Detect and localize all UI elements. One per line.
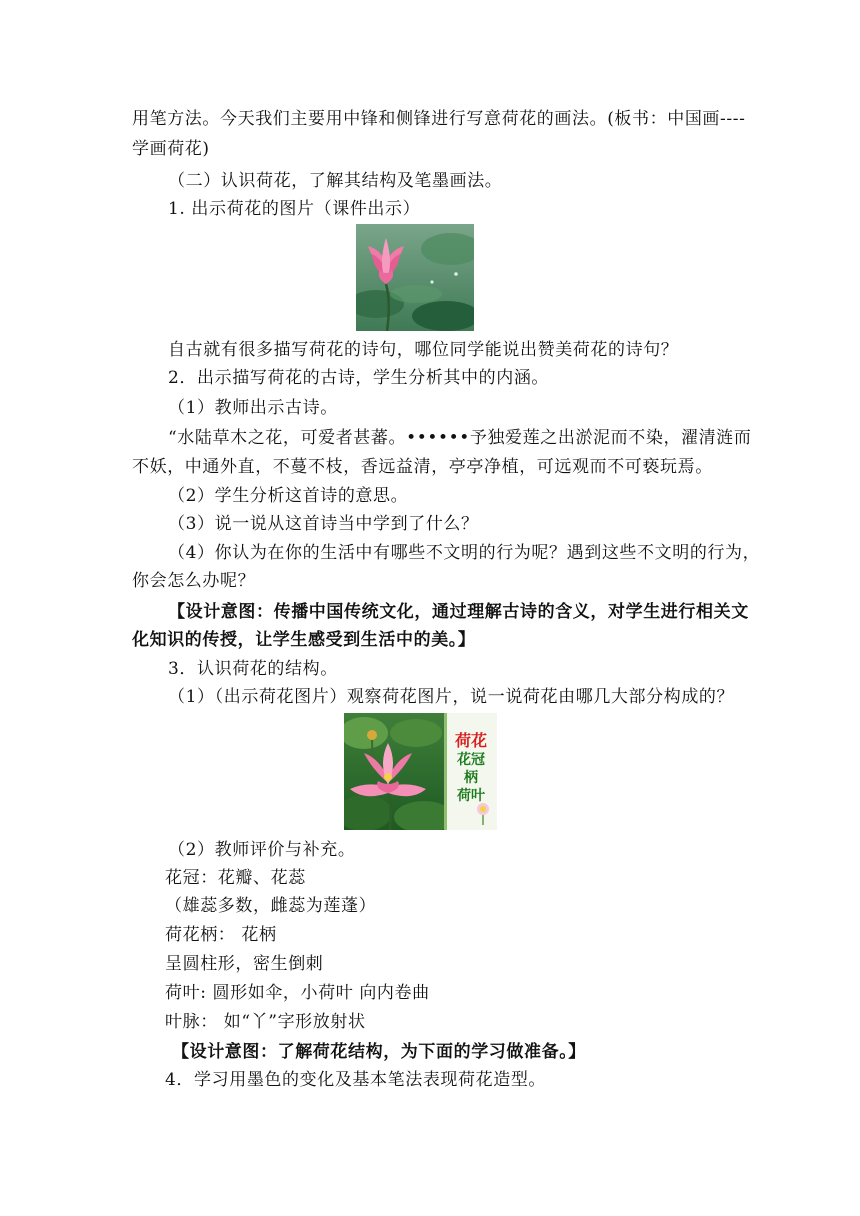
poem-line: “水陆草木之花，可爱者甚蕃。••••••予独爱莲之出淤泥而不染，濯清涟而 xyxy=(168,428,752,448)
poem-line: 不妖，中通外直，不蔓不枝，香远益清，亭亭净植，可远观而不可亵玩焉。 xyxy=(132,457,713,477)
text-line: （雄蕊多数，雌蕊为莲蓬） xyxy=(165,896,377,916)
text-line: 荷花柄： 花柄 xyxy=(165,925,277,945)
figure-label-part: 花冠 xyxy=(457,752,485,768)
text-line: （4）你认为在你的生活中有哪些不文明的行为呢？遇到这些不文明的行为， xyxy=(168,543,761,563)
text-line: 4．学习用墨色的变化及基本笔法表现荷花造型。 xyxy=(165,1070,547,1090)
design-intent: 化知识的传授，让学生感受到生活中的美。】 xyxy=(132,630,476,650)
section-heading: （二）认识荷花，了解其结构及笔墨画法。 xyxy=(168,171,503,191)
text-line: 呈圆柱形，密生倒刺 xyxy=(165,954,324,974)
text-line: 荷叶: 圆形如伞，小荷叶 向内卷曲 xyxy=(165,983,430,1003)
lotus-photo xyxy=(356,224,474,331)
text-line: 你会怎么办呢？ xyxy=(132,571,256,591)
text-line: （2）教师评价与补充。 xyxy=(168,840,356,860)
figure-labels xyxy=(448,731,494,805)
text-line: 2．出示描写荷花的古诗，学生分析其中的内涵。 xyxy=(168,368,550,388)
lotus-structure-figure xyxy=(344,713,497,830)
text-line: 1. 出示荷花的图片（课件出示） xyxy=(168,199,421,219)
text-line: 叶脉： 如“丫”字形放射状 xyxy=(165,1012,366,1032)
design-intent: 【设计意图：传播中国传统文化，通过理解古诗的含义，对学生进行相关文 xyxy=(168,602,749,622)
text-line: 自古就有很多描写荷花的诗句，哪位同学能说出赞美荷花的诗句？ xyxy=(168,340,679,360)
text-line: 学画荷花) xyxy=(132,139,210,159)
text-line: 用笔方法。今天我们主要用中锋和侧锋进行写意荷花的画法。(板书：中国画---- xyxy=(132,109,746,129)
design-intent: 【设计意图：了解荷花结构，为下面的学习做准备。】 xyxy=(172,1042,586,1062)
text-line: （1）（出示荷花图片）观察荷花图片，说一说荷花由哪几大部分构成的？ xyxy=(168,687,735,707)
figure-label-part: 荷叶 xyxy=(457,788,485,804)
text-line: （2）学生分析这首诗的意思。 xyxy=(168,486,409,506)
text-line: 3．认识荷花的结构。 xyxy=(168,659,338,679)
text-line: 花冠：花瓣、花蕊 xyxy=(165,868,306,888)
text-line: （1）教师出示古诗。 xyxy=(168,398,338,418)
figure-title: 荷花 xyxy=(454,731,487,750)
text-line: （3）说一说从这首诗当中学到了什么？ xyxy=(168,514,479,534)
figure-label-part: 柄 xyxy=(464,770,478,786)
